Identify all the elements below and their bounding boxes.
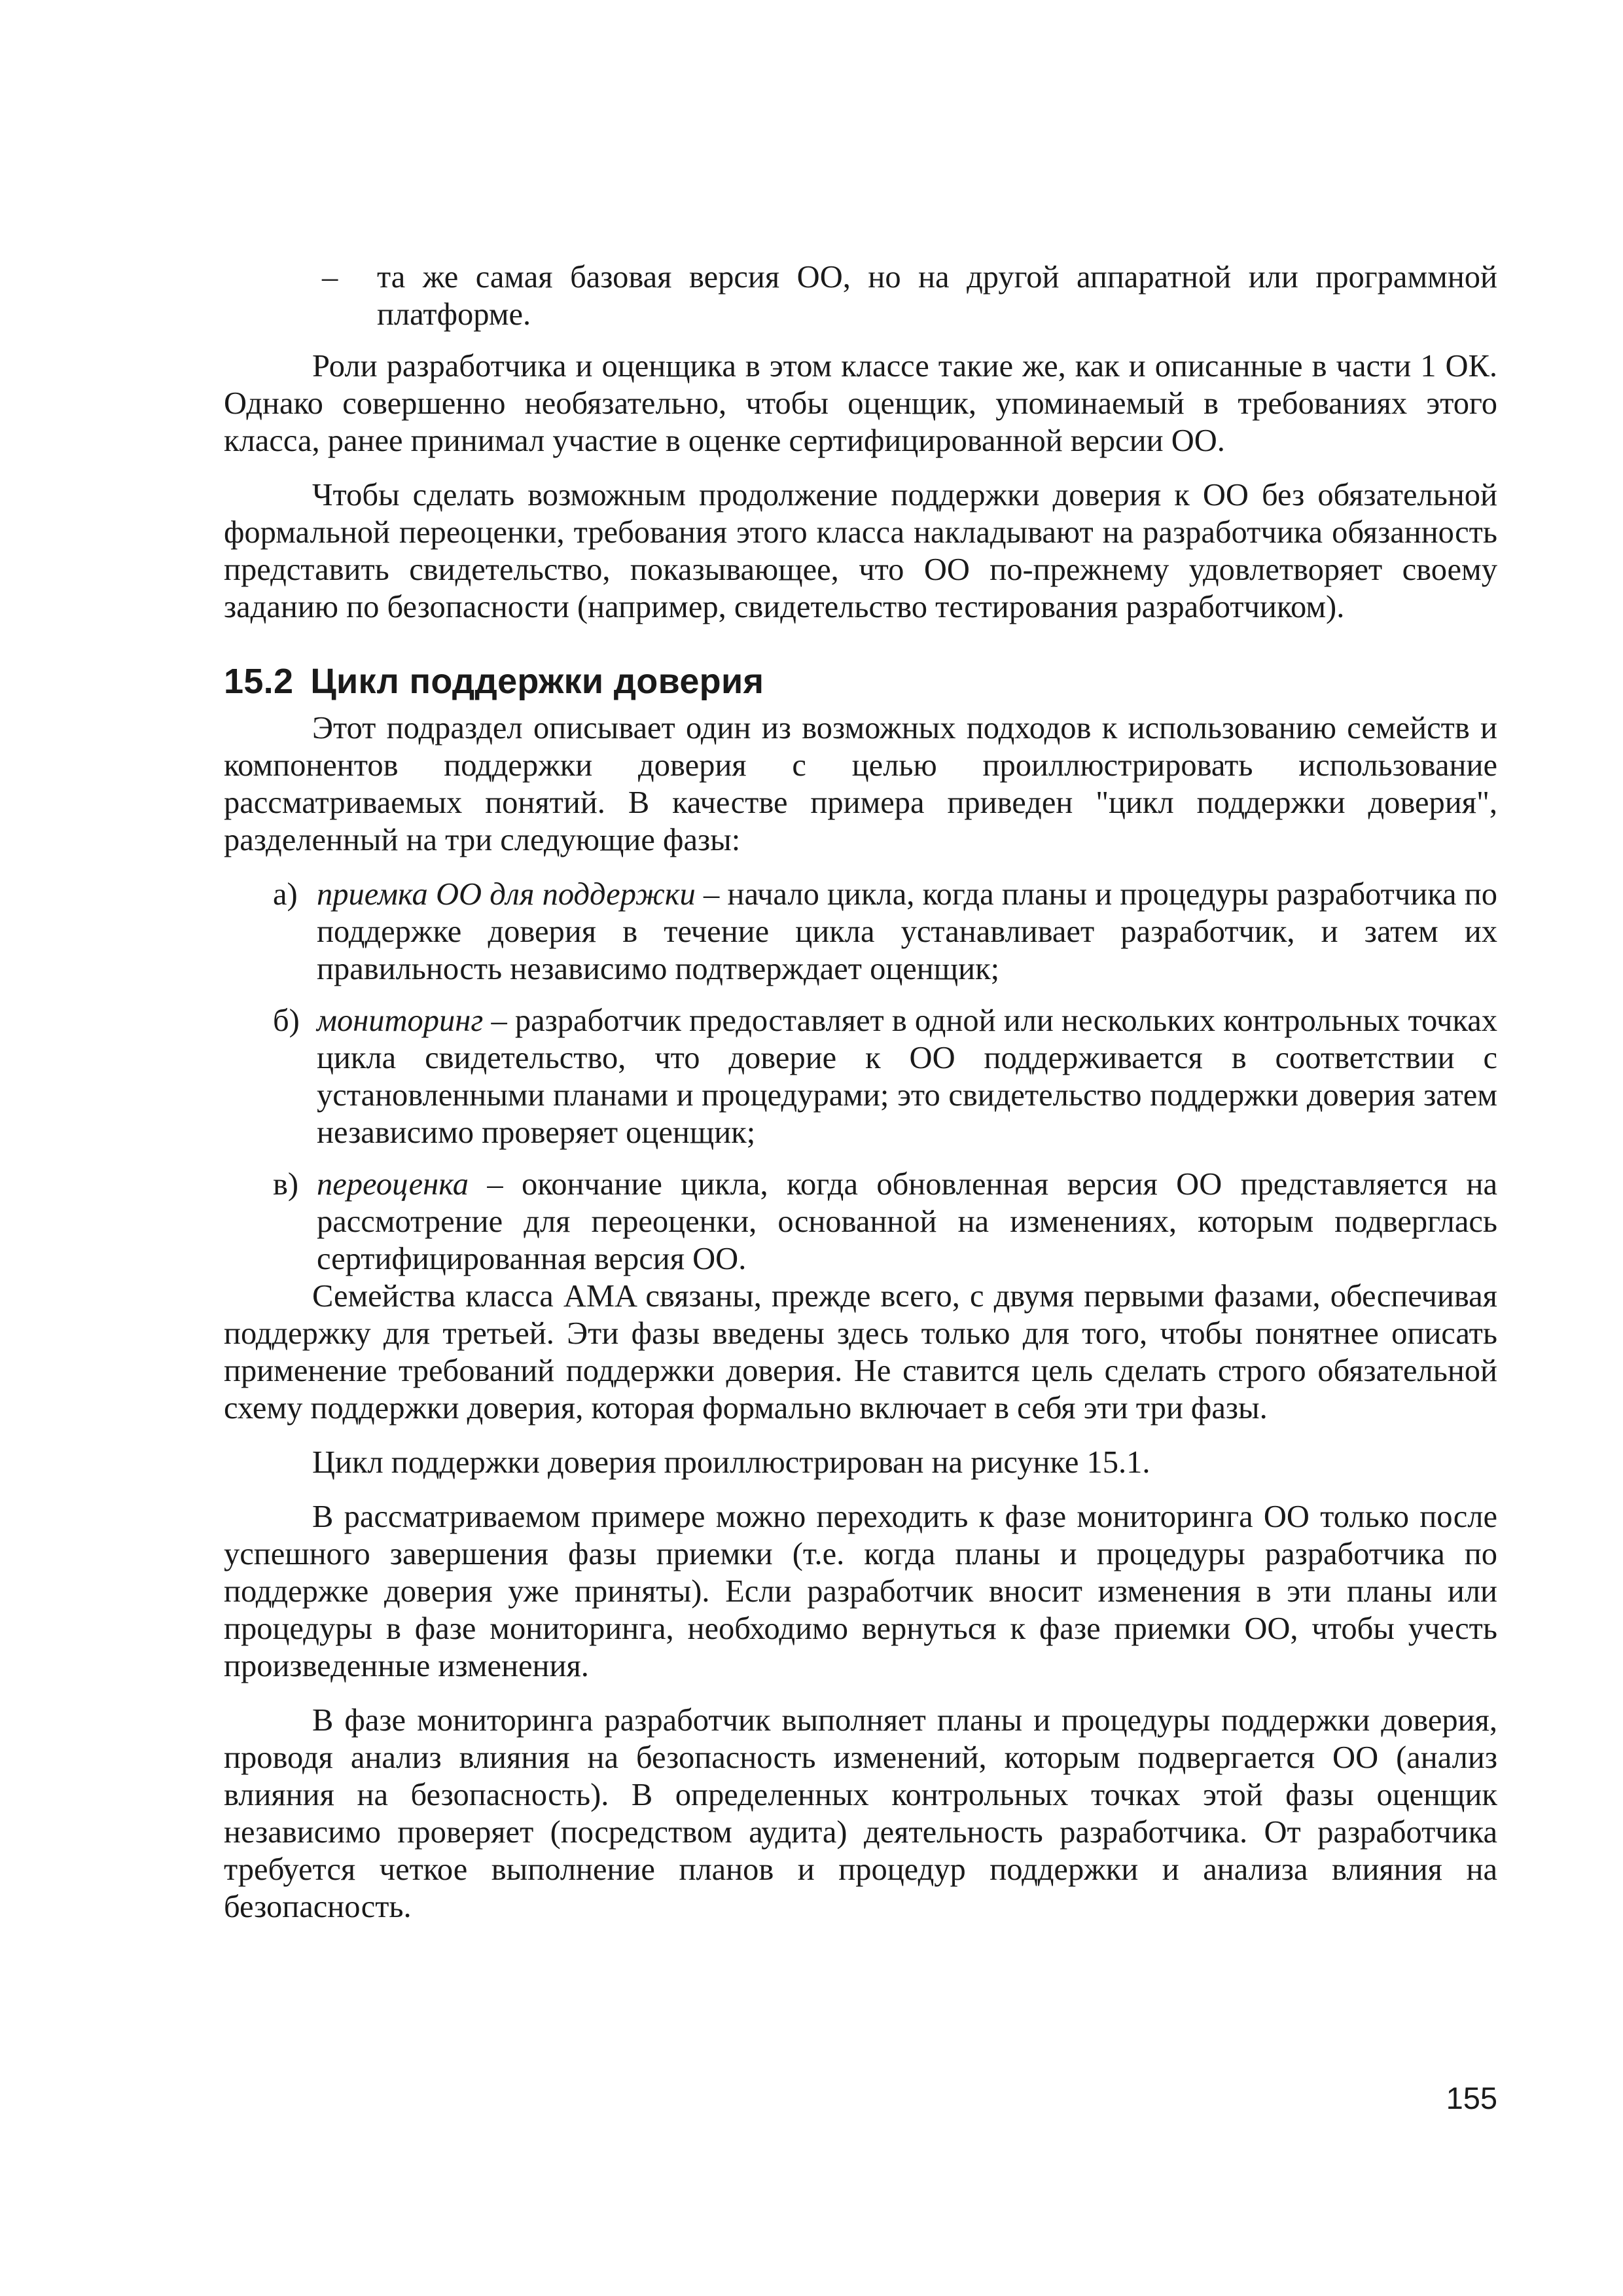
paragraph-evidence: Чтобы сделать возможным продолжение поддержки доверия к ОО без обязательной формальной переоценки, требования этого класса накладывают на разработчика обязанность представить свидетельство, показывающее, что ОО по-прежнему удовлетворяет своему заданию по безопасности (например, свидетельство тестирования разработчиком). [224,478,1497,624]
list-item-text: та же самая базовая версия ОО, но на другой аппаратной или программной платформе. [377,260,1497,332]
list-item-phase-acceptance [224,876,1497,988]
section-number: 15.2 [224,662,294,701]
list-marker: а) [273,877,298,912]
list-marker: в) [273,1167,299,1202]
list-item-phase-reevaluation [224,1166,1497,1278]
paragraph-section-intro: Этот подраздел описывает один из возможных подходов к использованию семейств и компонентов поддержки доверия с целью проиллюстрировать использование рассматриваемых понятий. В качестве примера приведен "цикл поддержки доверия", разделенный на три следующие фазы: [224,711,1497,857]
section-title: Цикл поддержки доверия [310,662,764,701]
paragraph-figure-ref: Цикл поддержки доверия проиллюстрирован на рисунке 15.1. [312,1445,1150,1480]
list-marker: – [322,260,338,295]
paragraph-monitoring-phase: В фазе мониторинга разработчик выполняет планы и процедуры поддержки доверия, проводя анализ влияния на безопасность изменений, которым подвергается ОО (анализ влияния на безопасность). В определенных контрольных точках этой фазы оценщик независимо проверяет (посредством аудита) деятельность разработчика. От разработчика требуется четкое выполнение планов и процедур поддержки и анализа влияния на безопасность. [224,1703,1497,1924]
phase-description: – разработчик предоставляет в одной или нескольких контрольных точках цикла свидетельство, что доверие к ОО поддерживается в соответствии с установленными планами и процедурами; это свидетельство поддержки доверия затем независимо проверяет оценщик; [317,1003,1497,1150]
phase-term: переоценка [317,1167,469,1202]
paragraph-ama-families: Семейства класса AMA связаны, прежде всего, с двумя первыми фазами, обеспечивая поддержку для третьей. Эти фазы введены здесь только для того, чтобы понятнее описать применение требований поддержки доверия. Не ставится цель сделать строго обязательной схему поддержки доверия, которая формально включает в себя эти три фазы. [224,1279,1497,1426]
section-heading [224,661,1497,702]
page-number: 155 [1446,2081,1497,2115]
page-content [224,259,1497,1926]
paragraph-monitoring-transition: В рассматриваемом примере можно переходить к фазе мониторинга ОО только после успешного завершения фазы приемки (т.е. когда планы и процедуры разработчика по поддержке доверия уже приняты). Если разработчик вносит изменения в эти планы или процедуры в фазе мониторинга, необходимо вернуться к фазе приемки ОО, чтобы учесть произведенные изменения. [224,1499,1497,1683]
paragraph-roles: Роли разработчика и оценщика в этом классе такие же, как и описанные в части 1 ОК. Однако совершенно необязательно, чтобы оценщик, упоминаемый в требованиях этого класса, ранее принимал участие в оценке сертифицированной версии ОО. [224,349,1497,458]
phase-description: – начало цикла, когда планы и процедуры разработчика по поддержке доверия в течение цикла устанавливает разработчик, и затем их правильность независимо подтверждает оценщик; [317,877,1497,986]
list-marker: б) [273,1003,300,1038]
phase-term: приемка ОО для поддержки [317,877,696,912]
list-item-phase-monitoring [224,1002,1497,1151]
phase-description: – окончание цикла, когда обновленная версия ОО представляется на рассмотрение для переоценки, основанной на изменениях, которым подверглась сертифицированная версия ОО. [317,1167,1497,1276]
phase-term: мониторинг [317,1003,484,1038]
list-item-dash [224,259,1497,333]
